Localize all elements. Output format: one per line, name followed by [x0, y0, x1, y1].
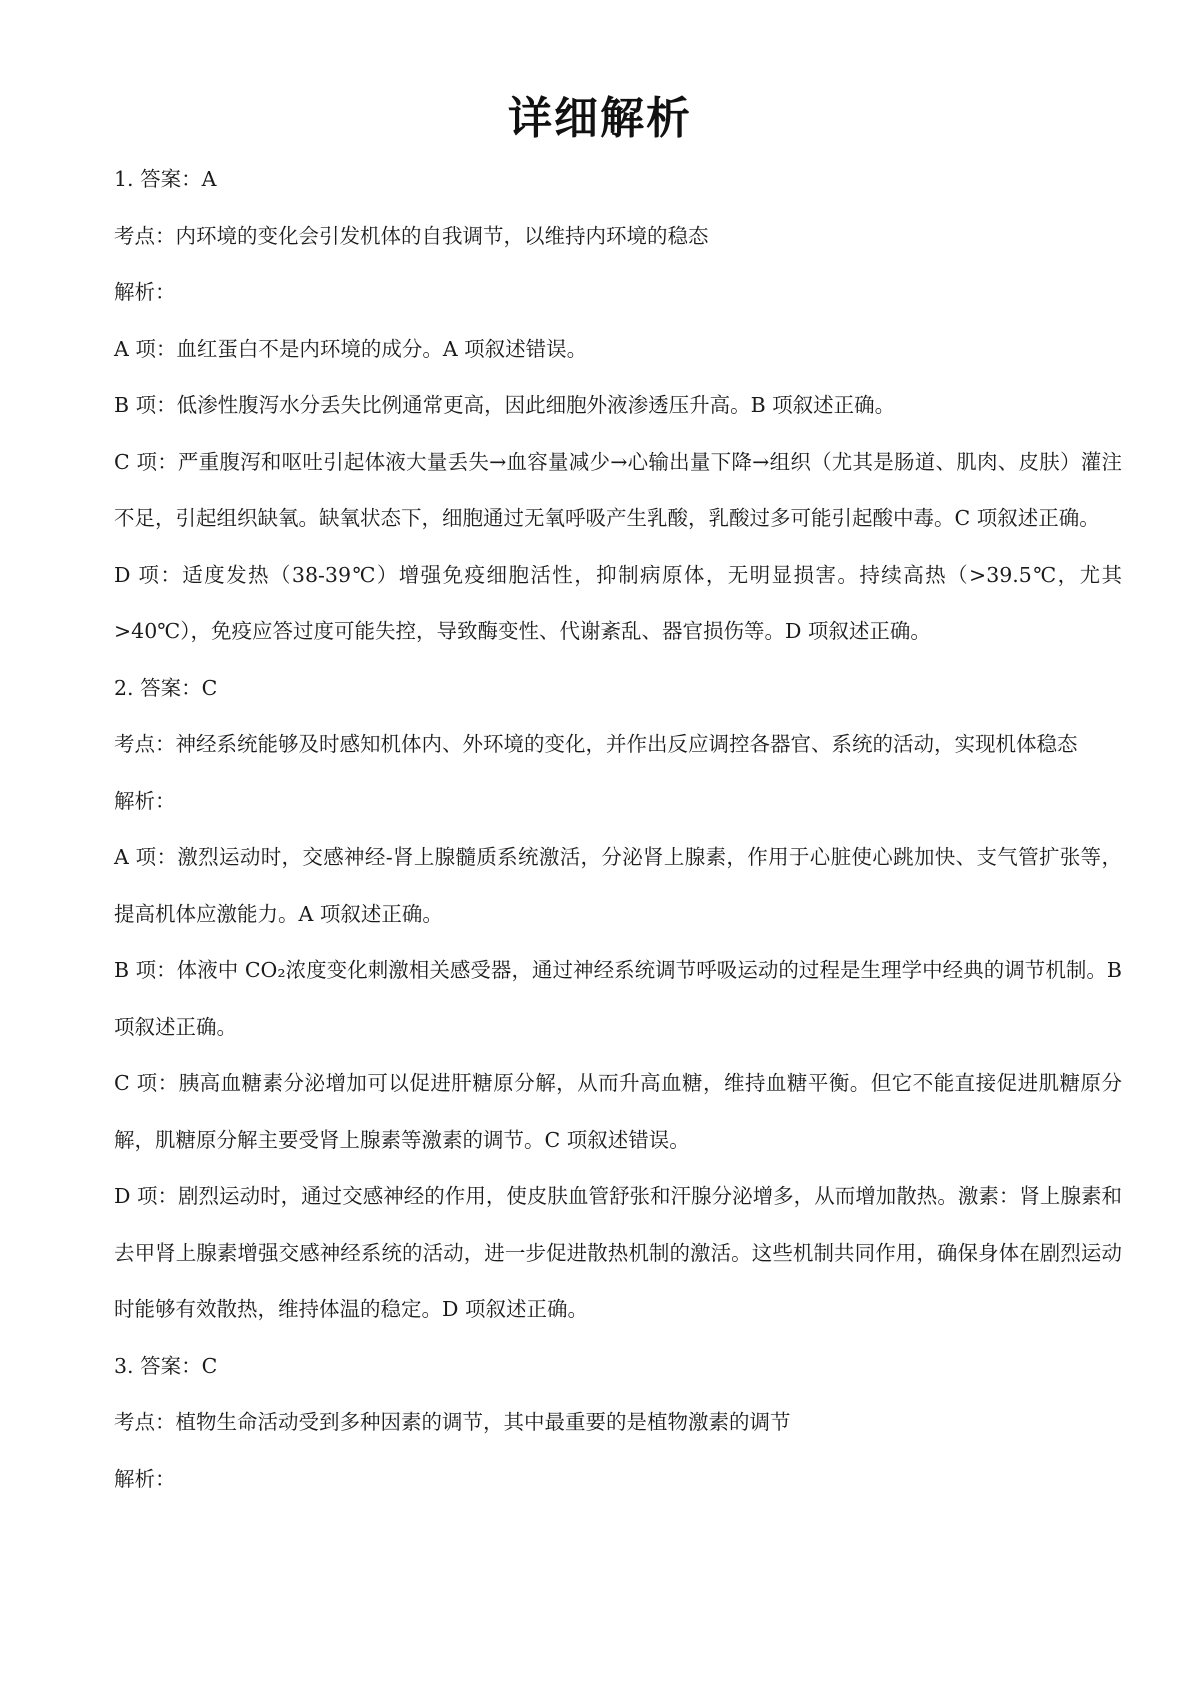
option-a-2: A 项：激烈运动时，交感神经-肾上腺髓质系统激活，分泌肾上腺素，作用于心脏使心跳加快、支气管扩张等，提高机体应激能力。A 项叙述正确。: [114, 845, 1122, 926]
option-a-1: A 项：血红蛋白不是内环境的成分。A 项叙述错误。: [114, 336, 588, 361]
option-d-2: D 项：剧烈运动时，通过交感神经的作用，使皮肤血管舒张和汗腺分泌增多，从而增加散热。激素：肾上腺素和去甲肾上腺素增强交感神经系统的活动，进一步促进散热机制的激活。这些机制共同作用，确保身体在剧烈运动时能够有效散热，维持体温的稳定。D 项叙述正确。: [114, 1184, 1122, 1321]
option-c-1: C 项：严重腹泻和呕吐引起体液大量丢失→血容量减少→心输出量下降→组织（尤其是肠道、肌肉、皮肤）灌注不足，引起组织缺氧。缺氧状态下，细胞通过无氧呼吸产生乳酸，乳酸过多可能引起酸中毒。C 项叙述正确。: [114, 449, 1122, 530]
option-d-1: D 项：适度发热（38-39℃）增强免疫细胞活性，抑制病原体，无明显损害。持续高热（>39.5℃，尤其>40℃），免疫应答过度可能失控，导致酶变性、代谢紊乱、器官损伤等。D 项叙述正确。: [114, 562, 1122, 643]
option-b-2: B 项：体液中 CO₂浓度变化刺激相关感受器，通过神经系统调节呼吸运动的过程是生理学中经典的调节机制。B 项叙述正确。: [114, 958, 1122, 1039]
page-title: 详细解析: [508, 93, 692, 144]
answer-heading-1: 1. 答案：A: [114, 167, 217, 191]
option-c-2: C 项：胰高血糖素分泌增加可以促进肝糖原分解，从而升高血糖，维持血糖平衡。但它不能直接促进肌糖原分解，肌糖原分解主要受肾上腺素等激素的调节。C 项叙述错误。: [114, 1071, 1122, 1152]
key-point-1: 考点：内环境的变化会引发机体的自我调节，以维持内环境的稳态: [114, 223, 709, 248]
option-b-1: B 项：低渗性腹泻水分丢失比例通常更高，因此细胞外液渗透压升高。B 项叙述正确。: [114, 393, 896, 417]
answer-heading-2: 2. 答案：C: [114, 675, 218, 700]
analysis-label-1: 解析：: [114, 280, 176, 304]
analysis-label-3: 解析：: [114, 1466, 176, 1491]
analysis-label-2: 解析：: [114, 788, 176, 813]
key-point-2: 考点：神经系统能够及时感知机体内、外环境的变化，并作出反应调控各器官、系统的活动，实现机体稳态: [114, 732, 1078, 756]
answer-heading-3: 3. 答案：C: [114, 1353, 218, 1378]
document-body: [114, 151, 1122, 1507]
key-point-3: 考点：植物生命活动受到多种因素的调节，其中最重要的是植物激素的调节: [114, 1410, 791, 1434]
